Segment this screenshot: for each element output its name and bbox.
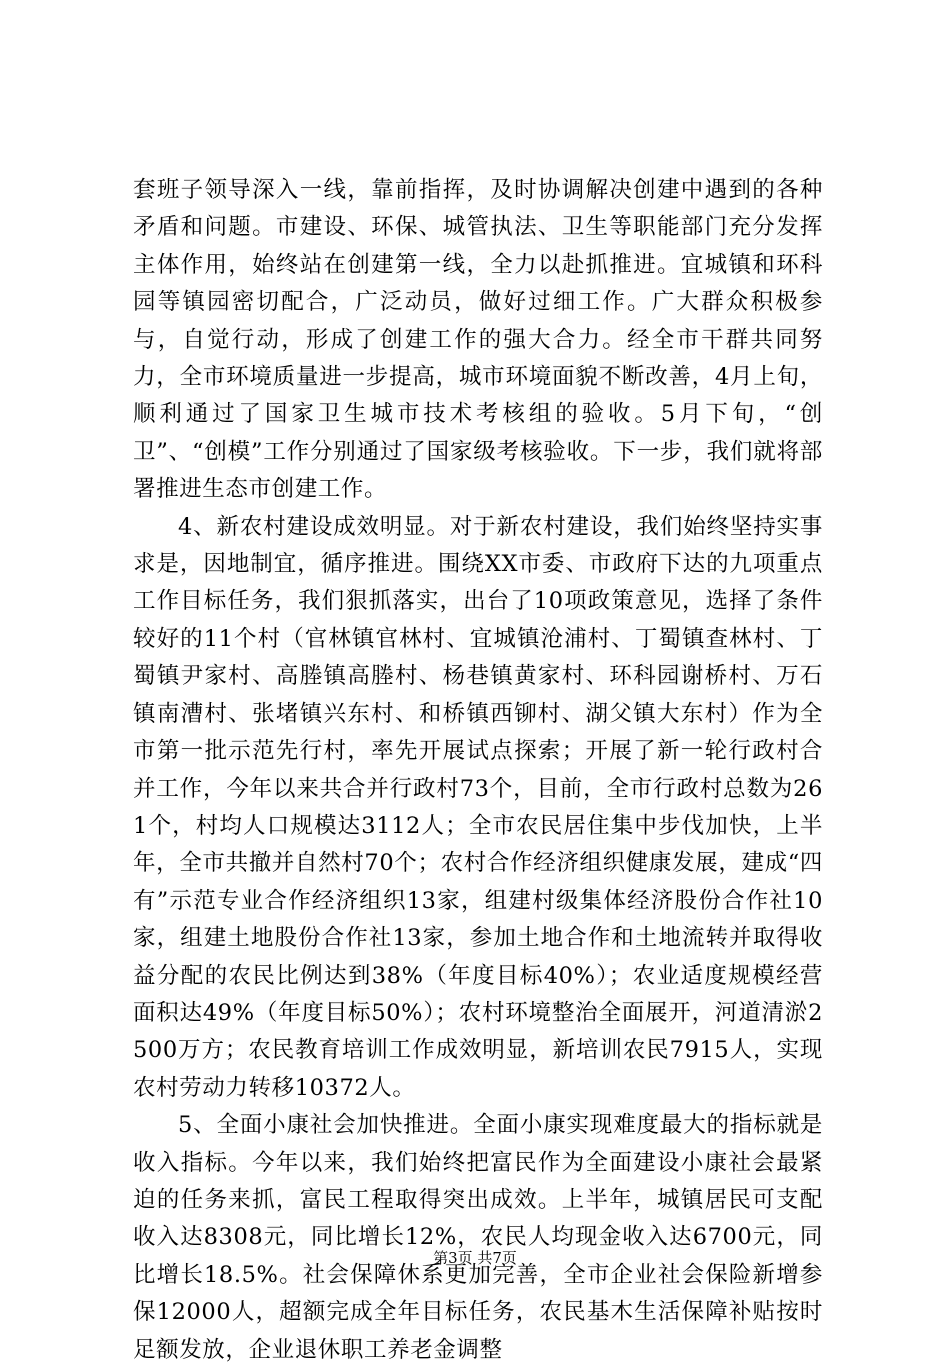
page-number-footer: 第3页 共7页 bbox=[433, 1249, 517, 1267]
document-body bbox=[133, 172, 823, 1369]
paragraph-3: 5、全面小康社会加快推进。全面小康实现难度最大的指标就是收入指标。今年以来，我们始终把富民作为全面建设小康社会最紧迫的任务来抓，富民工程取得突出成效。上半年，城镇居民可支配收入达8308元，同比增长12%，农民人均现金收入达6700元，同比增长18.5%。社会保障休系更加完善，全市企业社会保险新增参保12000人，超额完成全年目标任务，农民基木生活保障补贴按时足额发放，企业退休职工养老金调整 bbox=[133, 1112, 823, 1363]
paragraph-2: 4、新农村建设成效明显。对于新农村建设，我们始终坚持实事求是，因地制宜，循序推进。围绕XX市委、市政府下达的九项重点工作目标任务，我们狠抓落实，出台了10项政策意见，选择了条件较好的11个村（官林镇官林村、宜城镇沧浦村、丁蜀镇查林村、丁蜀镇尹家村、高塍镇高塍村、杨巷镇黄家村、环科园谢桥村、万石镇南漕村、张堵镇兴东村、和桥镇西铆村、湖父镇大东村）作为全市第一批示范先行村，率先开展试点探索；开展了新一轮行政村合并工作，今年以来共合并行政村73个，目前，全市行政村总数为261个，村均人口规模达3112人；全市农民居住集中步伐加快，上半年，全市共撤并自然村70个；农村合作经济组织健康发展，建成“四有”示范专业合作经济组织13家，组建村级集体经济股份合作社10家，组建土地股份合作社13家，参加土地合作和土地流转并取得收益分配的农民比例达到38%（年度目标40%）；农业适度规模经营面积达49%（年度目标50%）；农村环境整治全面展开，河道清淤2500万方；农民教育培训工作成效明显，新培训农民7915人，实现农村劳动力转移10372人。 bbox=[133, 513, 823, 1101]
paragraph-1: 套班子领导深入一线，靠前指挥，及时协调解决创建中遇到的各种矛盾和问题。市建设、环保、城管执法、卫生等职能部门充分发挥主体作用，始终站在创建第一线，全力以赴抓推进。宜城镇和环科园等镇园密切配合，广泛动员，做好过细工作。广大群众积极参与，自觉行动，形成了创建工作的强大合力。经全市干群共同努力，全市环境质量进一步提高，城市环境面貌不断改善，4月上旬，顺利通过了国家卫生城市技术考核组的验收。5月下旬，“创卫”、“创模”工作分别通过了国家级考核验收。下一步，我们就将部署推进生态市创建工作。 bbox=[133, 177, 823, 503]
